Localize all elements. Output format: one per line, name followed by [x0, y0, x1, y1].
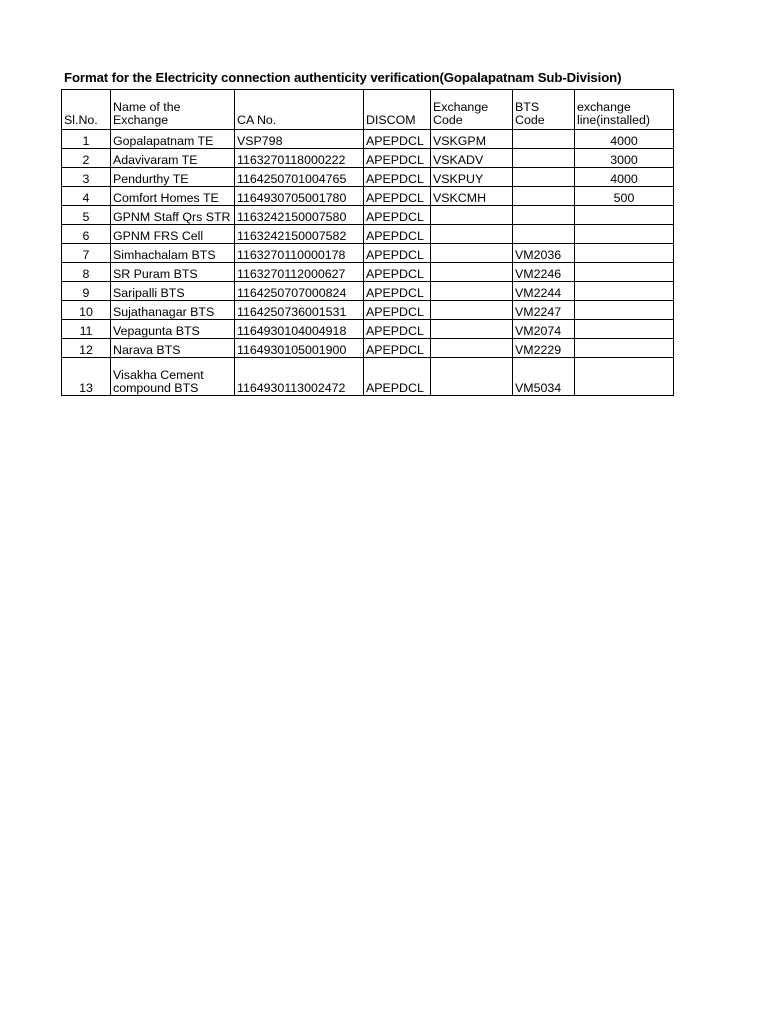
cell-sl-no: 5: [62, 206, 111, 225]
cell-sl-no: 13: [62, 358, 111, 396]
cell-sl-no: 9: [62, 282, 111, 301]
cell-sl-no: 4: [62, 187, 111, 206]
table-row: [62, 206, 674, 225]
header-exchange-name: Name of the Exchange: [111, 90, 235, 130]
cell-sl-no: 8: [62, 263, 111, 282]
cell-exchange-name: Gopalapatnam TE: [111, 130, 235, 149]
cell-sl-no: 7: [62, 244, 111, 263]
cell-bts-code: VM2244: [513, 282, 575, 301]
cell-exchange-lines: [575, 206, 674, 225]
cell-exchange-name: Narava BTS: [111, 339, 235, 358]
table-row: [62, 263, 674, 282]
cell-ca-no: 1163270112000627: [235, 263, 364, 282]
cell-exchange-name: SR Puram BTS: [111, 263, 235, 282]
cell-bts-code: VM2229: [513, 339, 575, 358]
cell-discom: APEPDCL: [364, 244, 431, 263]
cell-exchange-lines: [575, 263, 674, 282]
cell-bts-code: [513, 168, 575, 187]
cell-exchange-name: Sujathanagar BTS: [111, 301, 235, 320]
cell-sl-no: 11: [62, 320, 111, 339]
cell-bts-code: [513, 187, 575, 206]
table-row: [62, 320, 674, 339]
cell-bts-code: VM5034: [513, 358, 575, 396]
cell-exchange-name: Visakha Cement compound BTS: [111, 358, 235, 396]
cell-bts-code: VM2247: [513, 301, 575, 320]
header-discom: DISCOM: [364, 90, 431, 130]
header-bts-code: BTS Code: [513, 90, 575, 130]
cell-sl-no: 3: [62, 168, 111, 187]
table-row: [62, 244, 674, 263]
cell-exchange-name: Adavivaram TE: [111, 149, 235, 168]
verification-table: [61, 89, 674, 396]
cell-exchange-code: [431, 263, 513, 282]
cell-exchange-lines: [575, 244, 674, 263]
table-row: [62, 187, 674, 206]
cell-exchange-name: Saripalli BTS: [111, 282, 235, 301]
cell-bts-code: VM2246: [513, 263, 575, 282]
table-row: [62, 301, 674, 320]
cell-ca-no: 1164930705001780: [235, 187, 364, 206]
header-exchange-code: Exchange Code: [431, 90, 513, 130]
cell-exchange-name: Pendurthy TE: [111, 168, 235, 187]
cell-sl-no: 1: [62, 130, 111, 149]
cell-bts-code: [513, 225, 575, 244]
cell-exchange-code: VSKGPM: [431, 130, 513, 149]
cell-exchange-code: VSKADV: [431, 149, 513, 168]
cell-exchange-lines: 4000: [575, 168, 674, 187]
cell-ca-no: 1163242150007582: [235, 225, 364, 244]
cell-sl-no: 12: [62, 339, 111, 358]
cell-discom: APEPDCL: [364, 168, 431, 187]
cell-bts-code: [513, 206, 575, 225]
table-row: [62, 339, 674, 358]
cell-exchange-lines: 500: [575, 187, 674, 206]
cell-ca-no: 1164250736001531: [235, 301, 364, 320]
cell-exchange-lines: [575, 320, 674, 339]
cell-ca-no: 1164930105001900: [235, 339, 364, 358]
cell-exchange-lines: [575, 301, 674, 320]
cell-discom: APEPDCL: [364, 301, 431, 320]
cell-exchange-lines: [575, 225, 674, 244]
table-row: [62, 282, 674, 301]
cell-exchange-code: VSKPUY: [431, 168, 513, 187]
cell-ca-no: VSP798: [235, 130, 364, 149]
header-sl-no: Sl.No.: [62, 90, 111, 130]
cell-ca-no: 1164250701004765: [235, 168, 364, 187]
cell-exchange-code: [431, 244, 513, 263]
cell-discom: APEPDCL: [364, 358, 431, 396]
cell-exchange-lines: 4000: [575, 130, 674, 149]
cell-exchange-code: [431, 320, 513, 339]
header-ca-no: CA No.: [235, 90, 364, 130]
cell-exchange-code: [431, 339, 513, 358]
cell-exchange-name: GPNM Staff Qrs STR: [111, 206, 235, 225]
cell-discom: APEPDCL: [364, 320, 431, 339]
cell-exchange-code: [431, 282, 513, 301]
table-row: [62, 358, 674, 396]
cell-exchange-code: [431, 301, 513, 320]
cell-exchange-lines: 3000: [575, 149, 674, 168]
cell-exchange-name: GPNM FRS Cell: [111, 225, 235, 244]
cell-sl-no: 6: [62, 225, 111, 244]
table-row: [62, 225, 674, 244]
cell-exchange-name: Comfort Homes TE: [111, 187, 235, 206]
cell-ca-no: 1164250707000824: [235, 282, 364, 301]
cell-sl-no: 2: [62, 149, 111, 168]
cell-exchange-lines: [575, 339, 674, 358]
table-row: [62, 149, 674, 168]
cell-exchange-name: Vepagunta BTS: [111, 320, 235, 339]
cell-discom: APEPDCL: [364, 282, 431, 301]
cell-exchange-lines: [575, 282, 674, 301]
cell-discom: APEPDCL: [364, 339, 431, 358]
cell-exchange-code: [431, 206, 513, 225]
cell-exchange-name: Simhachalam BTS: [111, 244, 235, 263]
cell-exchange-lines: [575, 358, 674, 396]
cell-discom: APEPDCL: [364, 263, 431, 282]
cell-sl-no: 10: [62, 301, 111, 320]
cell-ca-no: 1163270118000222: [235, 149, 364, 168]
cell-ca-no: 1163242150007580: [235, 206, 364, 225]
cell-ca-no: 1164930104004918: [235, 320, 364, 339]
header-exchange-lines: exchange line(installed): [575, 90, 674, 130]
cell-ca-no: 1164930113002472: [235, 358, 364, 396]
document-title: Format for the Electricity connection authenticity verification(Gopalapatnam Sub-Division): [64, 70, 622, 85]
cell-bts-code: [513, 130, 575, 149]
header-row: [62, 90, 674, 130]
cell-exchange-code: [431, 358, 513, 396]
cell-discom: APEPDCL: [364, 187, 431, 206]
table-row: [62, 168, 674, 187]
table-row: [62, 130, 674, 149]
cell-bts-code: VM2074: [513, 320, 575, 339]
cell-discom: APEPDCL: [364, 225, 431, 244]
cell-discom: APEPDCL: [364, 206, 431, 225]
cell-ca-no: 1163270110000178: [235, 244, 364, 263]
cell-bts-code: VM2036: [513, 244, 575, 263]
cell-exchange-code: [431, 225, 513, 244]
cell-discom: APEPDCL: [364, 130, 431, 149]
cell-bts-code: [513, 149, 575, 168]
cell-exchange-code: VSKCMH: [431, 187, 513, 206]
cell-discom: APEPDCL: [364, 149, 431, 168]
